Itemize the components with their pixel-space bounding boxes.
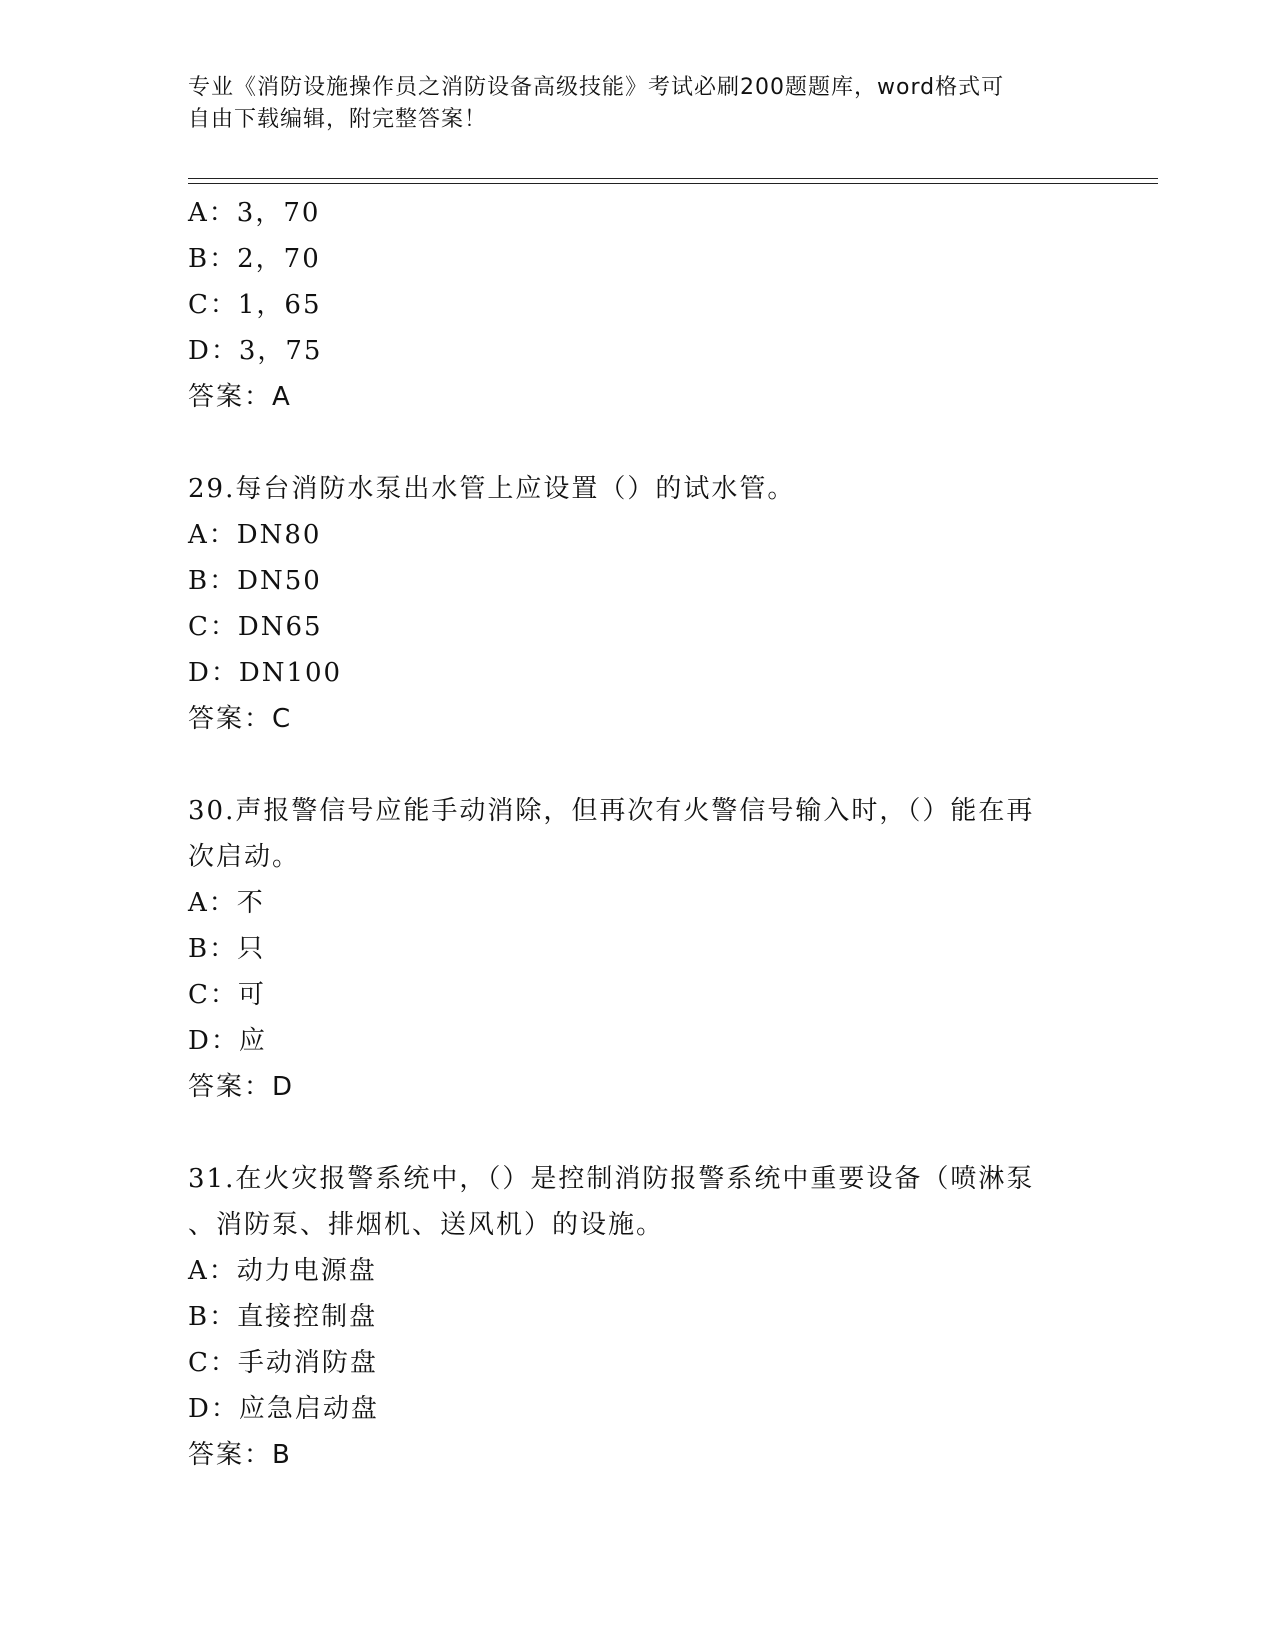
option-d: D：应急启动盘 bbox=[188, 1394, 379, 1424]
option-c: C：1，65 bbox=[188, 290, 322, 320]
question-text: 30.声报警信号应能手动消除，但再次有火警信号输入时，（）能在再 bbox=[188, 796, 1035, 826]
header-rule-top bbox=[188, 178, 1158, 179]
question-list bbox=[188, 190, 1088, 1478]
option-b: B：直接控制盘 bbox=[188, 1302, 378, 1332]
prev-question-block bbox=[188, 190, 1088, 420]
question-30-block bbox=[188, 788, 1088, 1110]
spacer bbox=[188, 742, 1088, 788]
answer-line: 答案：C bbox=[188, 704, 293, 734]
option-c: C：DN65 bbox=[188, 612, 323, 642]
option-d: D：3，75 bbox=[188, 336, 323, 366]
answer-line: 答案：A bbox=[188, 382, 292, 412]
spacer bbox=[188, 1110, 1088, 1156]
option-a: A：动力电源盘 bbox=[188, 1256, 377, 1286]
header-rule-bottom bbox=[188, 183, 1158, 184]
option-d: D：应 bbox=[188, 1026, 267, 1056]
question-text-continued: 、消防泵、排烟机、送风机）的设施。 bbox=[188, 1210, 665, 1240]
document-header bbox=[188, 72, 1068, 136]
option-d: D：DN100 bbox=[188, 658, 343, 688]
option-c: C：手动消防盘 bbox=[188, 1348, 378, 1378]
question-31-block bbox=[188, 1156, 1088, 1478]
option-a: A：不 bbox=[188, 888, 265, 918]
option-c: C：可 bbox=[188, 980, 266, 1010]
header-line-2: 自由下载编辑，附完整答案！ bbox=[188, 107, 488, 132]
option-a: A：DN80 bbox=[188, 520, 322, 550]
answer-line: 答案：D bbox=[188, 1072, 295, 1102]
answer-line: 答案：B bbox=[188, 1440, 292, 1470]
question-text: 29.每台消防水泵出水管上应设置（）的试水管。 bbox=[188, 474, 796, 504]
option-b: B：只 bbox=[188, 934, 266, 964]
spacer bbox=[188, 420, 1088, 466]
question-29-block bbox=[188, 466, 1088, 742]
option-a: A：3，70 bbox=[188, 198, 321, 228]
option-b: B：DN50 bbox=[188, 566, 322, 596]
option-b: B：2，70 bbox=[188, 244, 321, 274]
header-line-1: 专业《消防设施操作员之消防设备高级技能》考试必刷200题题库，word格式可 bbox=[188, 75, 1005, 100]
question-text: 31.在火灾报警系统中，（）是控制消防报警系统中重要设备（喷淋泵 bbox=[188, 1164, 1035, 1194]
question-text-continued: 次启动。 bbox=[188, 842, 301, 872]
